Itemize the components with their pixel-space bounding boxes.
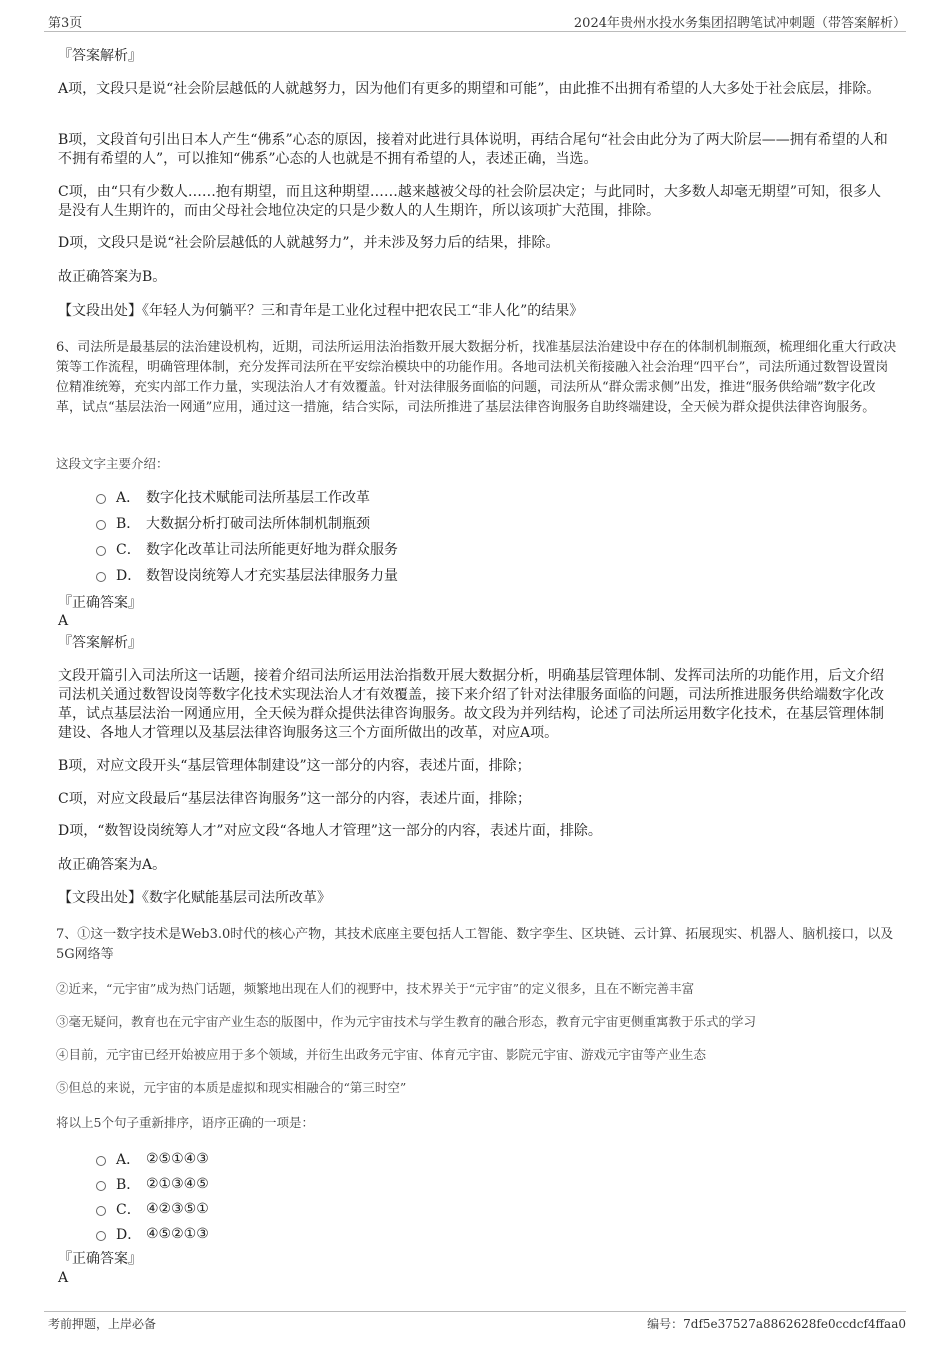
analysis-paragraph: B项，对应文段开头“基层管理体制建设”这一部分的内容，表述片面，排除； bbox=[58, 758, 531, 774]
analysis-paragraph: B项，文段首句引出日本人产生“佛系”心态的原因，接着对此进行具体说明，再结合尾句“社会由此分为了两大阶层——拥有希望的人和不拥有希望的人”，可以推知“佛系”心态的人也就是不拥有希望的人，表述正确，当选。 bbox=[58, 132, 888, 167]
radio-icon[interactable] bbox=[96, 1206, 106, 1216]
sentence-4: ④目前，元宇宙已经开始被应用于多个领域，并衍生出政务元宇宙、体育元宇宙、影院元宇宙、游戏元宇宙等产业生态 bbox=[56, 1047, 707, 1062]
page-number: 第3页 bbox=[48, 16, 83, 31]
radio-icon[interactable] bbox=[96, 572, 106, 582]
passage-source: 【文段出处】《数字化赋能基层司法所改革》 bbox=[58, 890, 331, 906]
option-d[interactable]: D． ④⑤②①③ bbox=[96, 1223, 209, 1245]
analysis-paragraph: C项，由“只有少数人……抱有期望，而且这种期望……越来越被父母的社会阶层决定；与此同时，大多数人却毫无期望”可知，很多人是没有人生期许的，而由父母社会地位决定的只是少数人的人生期许，所以该项扩大范围，排除。 bbox=[58, 184, 882, 219]
option-a[interactable]: A． ②⑤①④③ bbox=[96, 1148, 209, 1170]
option-b[interactable]: B． 大数据分析打破司法所体制机制瓶颈 bbox=[96, 512, 398, 534]
radio-icon[interactable] bbox=[96, 1231, 106, 1241]
radio-icon[interactable] bbox=[96, 494, 106, 504]
analysis-paragraph: D项，“数智设岗统筹人才”对应文段“各地人才管理”这一部分的内容，表述片面，排除。 bbox=[58, 823, 602, 839]
option-d[interactable]: D． 数智设岗统筹人才充实基层法律服务力量 bbox=[96, 564, 398, 586]
correct-answer-label: 『正确答案』 bbox=[58, 1251, 142, 1267]
question-6-stem: 6、司法所是最基层的法治建设机构，近期，司法所运用法治指数开展大数据分析，找准基层法治建设中存在的体制机制瓶颈，梳理细化重大行政决策等工作流程，明确管理体制，充分发挥司法所在平安综治模块中的功能作用。各地司法机关衔接融入社会治理“四平台”，司法所通过数智设置岗位精准统筹，充实内部工作力量，实现法治人才有效覆盖。针对法律服务面临的问题，司法所从“群众需求侧”出发，推进“服务供给端”数字化改革，试点“基层法治一网通”应用，通过这一措施，结合实际，司法所推进了基层法律咨询服务自助终端建设，全天候为群众提供法律咨询服务。 bbox=[56, 340, 897, 415]
header-divider bbox=[44, 31, 906, 32]
correct-answer: A bbox=[58, 613, 69, 629]
question-7-prompt: 将以上5个句子重新排序，语序正确的一项是： bbox=[56, 1115, 314, 1130]
sentence-2: ②近来，“元宇宙”成为热门话题，频繁地出现在人们的视野中，技术界关于“元宇宙”的定义很多，且在不断完善丰富 bbox=[56, 981, 695, 996]
analysis-paragraph: A项，文段只是说“社会阶层越低的人就越努力，因为他们有更多的期望和可能”，由此推不出拥有希望的人大多处于社会底层，排除。 bbox=[58, 81, 881, 97]
correct-answer-label: 『正确答案』 bbox=[58, 595, 142, 611]
question-7-options bbox=[96, 1148, 209, 1245]
correct-answer: A bbox=[58, 1270, 69, 1286]
analysis-paragraph: 文段开篇引入司法所这一话题，接着介绍司法所运用法治指数开展大数据分析，明确基层管理体制、发挥司法所的功能作用，后文介绍司法机关通过数智设岗等数字化技术实现法治人才有效覆盖，接下来介绍了针对法律服务面临的问题，司法所推进服务供给端数字化改革，试点基层法治一网通应用，全天候为群众提供法律咨询服务。故文段为并列结构，论述了司法所运用数字化技术，在基层管理体制建设、各地人才管理以及基层法律咨询服务这三个方面所做出的改革，对应A项。 bbox=[58, 668, 884, 741]
analysis-label: 『答案解析』 bbox=[58, 48, 142, 64]
document-serial: 编号：7df5e37527a8862628fe0ccdcf4ffaa0 bbox=[647, 1317, 906, 1331]
answer-conclusion: 故正确答案为B。 bbox=[58, 269, 167, 285]
question-6-prompt: 这段文字主要介绍： bbox=[56, 456, 169, 471]
question-7-stem: 7、①这一数字技术是Web3.0时代的核心产物，其技术底座主要包括人工智能、数字孪生、区块链、云计算、拓展现实、机器人、脑机接口，以及5G网络等 bbox=[56, 927, 894, 962]
option-c[interactable]: C． 数字化改革让司法所能更好地为群众服务 bbox=[96, 538, 398, 560]
option-c[interactable]: C． ④②③⑤① bbox=[96, 1198, 209, 1220]
sentence-3: ③毫无疑问，教育也在元宇宙产业生态的版图中，作为元宇宙技术与学生教育的融合形态，教育元宇宙更侧重寓教于乐式的学习 bbox=[56, 1014, 757, 1029]
radio-icon[interactable] bbox=[96, 1181, 106, 1191]
option-a[interactable]: A． 数字化技术赋能司法所基层工作改革 bbox=[96, 486, 398, 508]
document-title: 2024年贵州水投水务集团招聘笔试冲刺题（带答案解析） bbox=[573, 16, 906, 31]
option-b[interactable]: B． ②①③④⑤ bbox=[96, 1173, 209, 1195]
footer-slogan: 考前押题，上岸必备 bbox=[48, 1317, 157, 1331]
radio-icon[interactable] bbox=[96, 546, 106, 556]
analysis-paragraph: D项，文段只是说“社会阶层越低的人就越努力”，并未涉及努力后的结果，排除。 bbox=[58, 235, 560, 251]
sentence-5: ⑤但总的来说，元宇宙的本质是虚拟和现实相融合的“第三时空” bbox=[56, 1080, 407, 1095]
passage-source: 【文段出处】《年轻人为何躺平？三和青年是工业化过程中把农民工“非人化”的结果》 bbox=[58, 303, 584, 319]
radio-icon[interactable] bbox=[96, 520, 106, 530]
analysis-label: 『答案解析』 bbox=[58, 635, 142, 651]
footer-divider bbox=[44, 1311, 906, 1312]
answer-conclusion: 故正确答案为A。 bbox=[58, 857, 167, 873]
question-6-options bbox=[96, 486, 398, 586]
analysis-paragraph: C项，对应文段最后“基层法律咨询服务”这一部分的内容，表述片面，排除； bbox=[58, 791, 532, 807]
radio-icon[interactable] bbox=[96, 1156, 106, 1166]
